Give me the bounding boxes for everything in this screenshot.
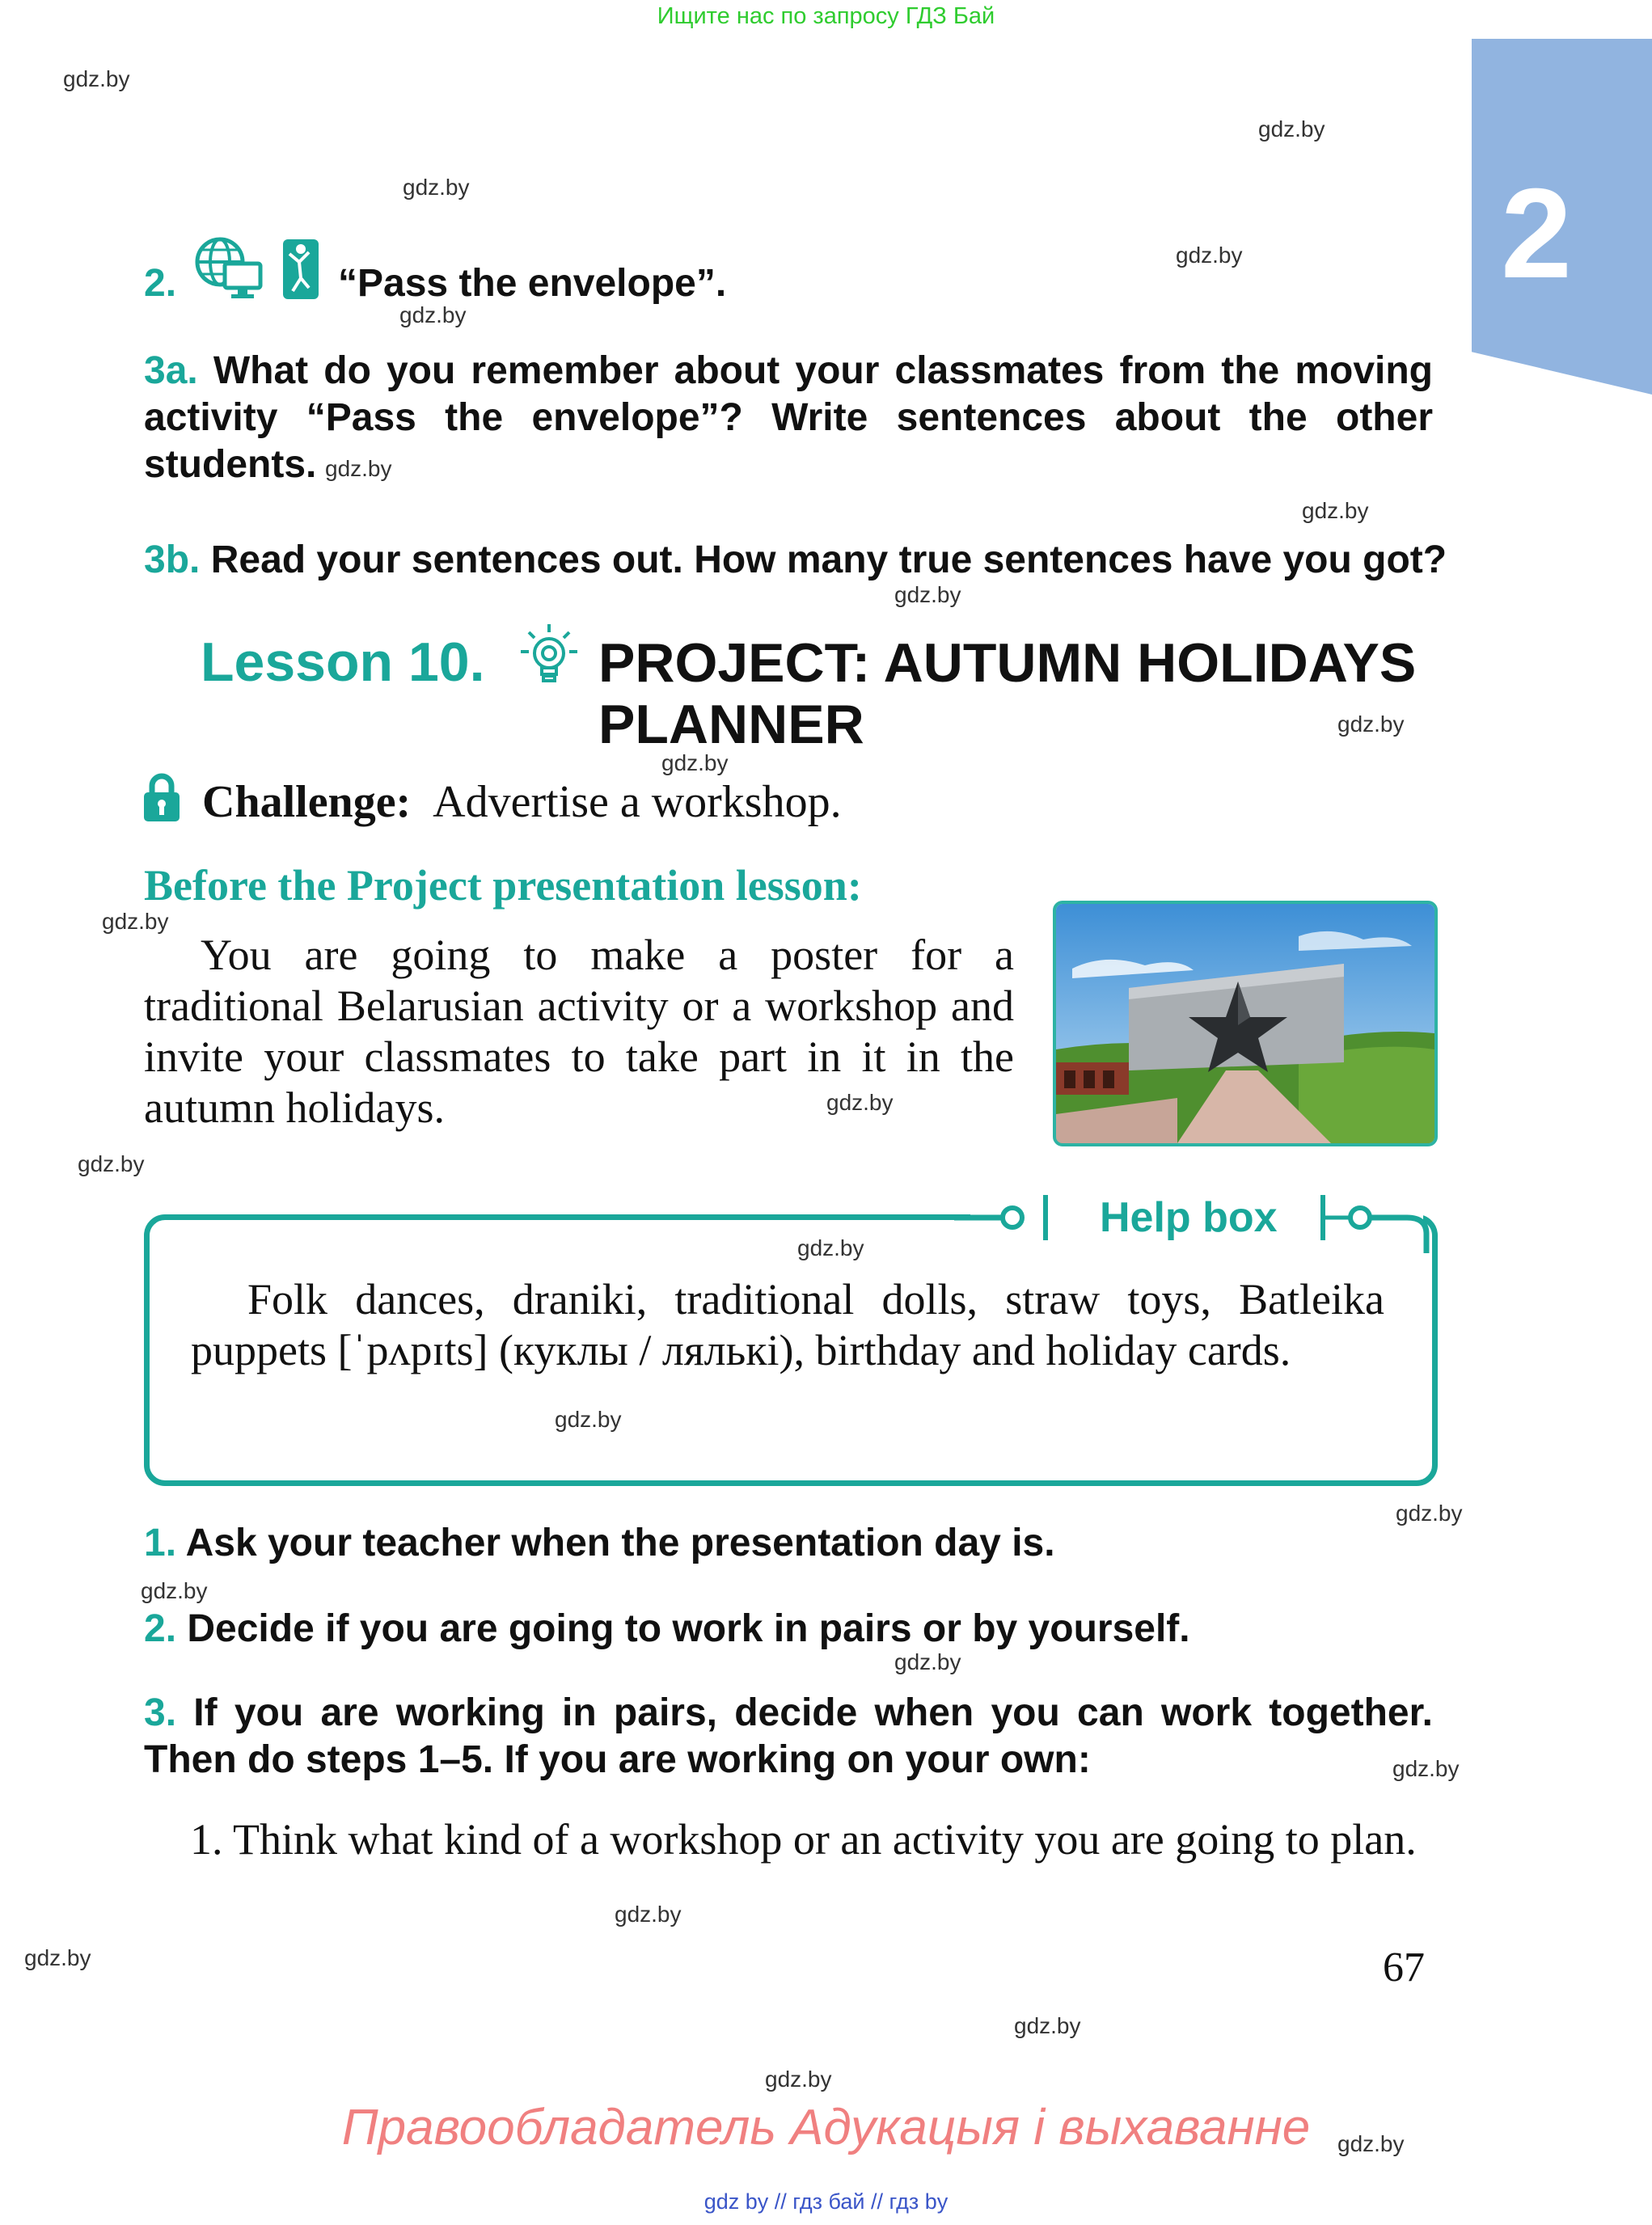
substep-1: 1. Think what kind of a workshop or an activity you are going to plan. xyxy=(190,1815,1417,1864)
lesson-label: Lesson 10. xyxy=(201,631,485,693)
watermark: gdz.by xyxy=(894,582,961,607)
copyright-notice: Правообладатель Адукацыя і выхаванне xyxy=(341,2100,1311,2155)
lock-icon xyxy=(142,773,181,827)
step-2 xyxy=(144,1606,1190,1653)
watermark: gdz.by xyxy=(1337,2131,1405,2156)
exercise-2-number: 2. xyxy=(144,262,177,305)
bottom-links[interactable]: gdz by // гдз бай // гдз by xyxy=(703,2189,949,2214)
intro-text: You are going to make a poster for a traditional Belarusian activity or a workshop and invite your classmates to take part in it in the autumn holidays. xyxy=(144,931,1014,1132)
watermark: gdz.by xyxy=(1258,116,1325,141)
step-3-number: 3. xyxy=(144,1691,177,1734)
step-1-text: Ask your teacher when the presentation day is. xyxy=(185,1522,1055,1564)
watermark: gdz.by xyxy=(24,1945,91,1970)
help-box-title: Help box xyxy=(1100,1194,1278,1241)
watermark: gdz.by xyxy=(1392,1756,1460,1781)
step-3 xyxy=(144,1690,1433,1784)
monument-photo xyxy=(1053,901,1438,1146)
watermark: gdz.by xyxy=(102,909,169,934)
watermark: gdz.by xyxy=(894,1649,961,1674)
watermark: gdz.by xyxy=(1337,711,1405,737)
watermark: gdz.by xyxy=(1014,2013,1081,2038)
challenge-text: Advertise a workshop. xyxy=(433,777,842,827)
watermark: gdz.by xyxy=(78,1151,145,1176)
project-title-line-1: PROJECT: AUTUMN HOLIDAYS xyxy=(598,632,1417,694)
watermark: gdz.by xyxy=(826,1090,894,1115)
challenge-label: Challenge: xyxy=(202,777,412,827)
step-1-number: 1. xyxy=(144,1522,177,1564)
watermark: gdz.by xyxy=(1396,1501,1463,1526)
exercise-3a-number: 3a. xyxy=(144,349,198,392)
project-title-line-2: PLANNER xyxy=(598,694,864,755)
watermark: gdz.by xyxy=(1176,243,1243,268)
exercise-3b-text: Read your sentences out. How many true sentences have you got? xyxy=(210,538,1447,581)
globe-computer-icon xyxy=(194,236,264,305)
challenge xyxy=(202,776,842,828)
watermark: gdz.by xyxy=(403,175,470,200)
step-2-number: 2. xyxy=(144,1607,177,1650)
chapter-number: 2 xyxy=(1501,163,1572,305)
page-number: 67 xyxy=(1383,1944,1425,1991)
watermark: gdz.by xyxy=(1302,498,1369,523)
moving-person-icon xyxy=(281,238,320,305)
step-1 xyxy=(144,1520,1055,1567)
before-heading: Before the Project presentation lesson: xyxy=(144,861,862,910)
watermark: gdz.by xyxy=(325,456,392,481)
top-banner[interactable]: Ищите нас по запросу ГДЗ Бай xyxy=(657,3,995,29)
watermark: gdz.by xyxy=(399,302,467,327)
watermark: gdz.by xyxy=(661,750,729,775)
help-box-text: Folk dances, draniki, traditional dolls, straw toys, Batleika puppets [ˈpʌpɪts] (куклы / лялькі), birthday and holiday cards. xyxy=(191,1275,1384,1374)
exercise-3b xyxy=(144,537,1447,584)
exercise-3b-number: 3b. xyxy=(144,538,201,581)
watermark: gdz.by xyxy=(555,1407,622,1432)
watermark: gdz.by xyxy=(615,1902,682,1927)
watermark: gdz.by xyxy=(141,1578,208,1603)
watermark: gdz.by xyxy=(765,2067,832,2092)
step-2-text: Decide if you are going to work in pairs or by yourself. xyxy=(187,1607,1190,1650)
step-3-text: If you are working in pairs, decide when you can work together. Then do steps 1–5. If you are working on your own: xyxy=(144,1691,1433,1781)
watermark: gdz.by xyxy=(63,66,130,91)
watermark: gdz.by xyxy=(797,1235,864,1260)
exercise-2-text: “Pass the envelope”. xyxy=(338,262,727,305)
exercise-3a-text: What do you remember about your classmates from the moving activity “Pass the envelope”? Write sentences about the other students. xyxy=(144,349,1433,486)
lightbulb-icon xyxy=(519,623,579,691)
